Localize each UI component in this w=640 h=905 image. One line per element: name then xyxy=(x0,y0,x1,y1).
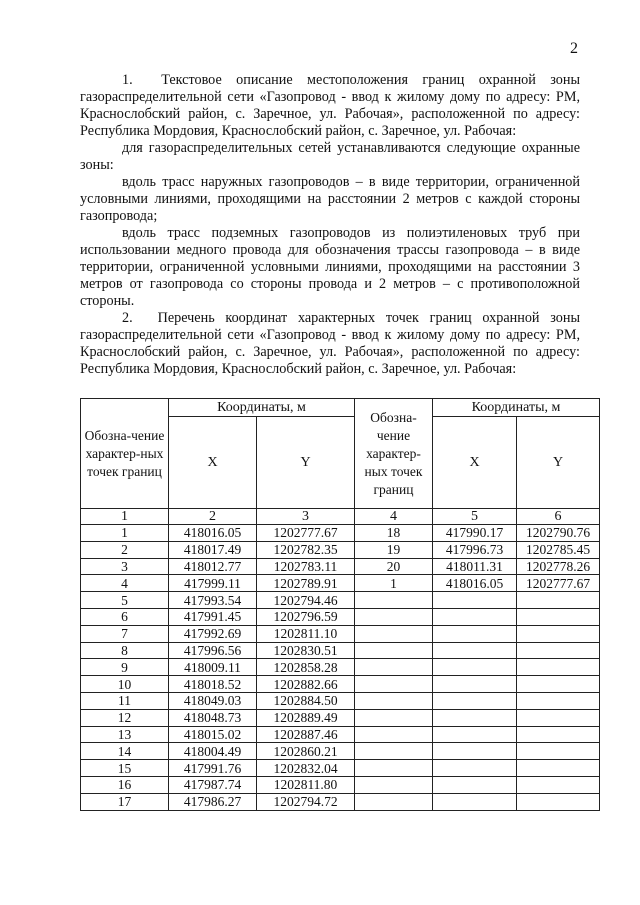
x-value-left: 418017.49 xyxy=(169,541,257,558)
y-value-right xyxy=(517,726,600,743)
table-row xyxy=(81,726,600,743)
y-value-left: 1202882.66 xyxy=(257,676,355,693)
point-label-left: 12 xyxy=(81,709,169,726)
x-value-right xyxy=(433,726,517,743)
y-value-left: 1202858.28 xyxy=(257,659,355,676)
y-value-left: 1202796.59 xyxy=(257,608,355,625)
x-value-left: 417986.27 xyxy=(169,793,257,810)
table-row xyxy=(81,608,600,625)
point-label-right xyxy=(355,743,433,760)
point-label-left: 2 xyxy=(81,541,169,558)
table-row xyxy=(81,625,600,642)
y-value-right xyxy=(517,625,600,642)
table-row xyxy=(81,525,600,542)
y-value-right xyxy=(517,659,600,676)
table-row xyxy=(81,776,600,793)
x-value-left: 418049.03 xyxy=(169,692,257,709)
point-label-right: 1 xyxy=(355,575,433,592)
x-value-right xyxy=(433,709,517,726)
point-label-right xyxy=(355,592,433,609)
point-label-left: 7 xyxy=(81,625,169,642)
x-value-right: 417996.73 xyxy=(433,541,517,558)
x-value-left: 417991.76 xyxy=(169,760,257,777)
point-label-right xyxy=(355,760,433,777)
y-value-right xyxy=(517,676,600,693)
column-number: 2 xyxy=(169,509,257,525)
y-value-right xyxy=(517,608,600,625)
x-value-left: 418016.05 xyxy=(169,525,257,542)
point-label-left: 9 xyxy=(81,659,169,676)
x-value-right xyxy=(433,592,517,609)
y-value-left: 1202811.10 xyxy=(257,625,355,642)
y-value-left: 1202777.67 xyxy=(257,525,355,542)
y-value-right xyxy=(517,692,600,709)
point-label-left: 5 xyxy=(81,592,169,609)
point-label-left: 11 xyxy=(81,692,169,709)
x-value-left: 418018.52 xyxy=(169,676,257,693)
x-value-left: 418012.77 xyxy=(169,558,257,575)
x-value-right xyxy=(433,608,517,625)
x-value-left: 417999.11 xyxy=(169,575,257,592)
x-value-right xyxy=(433,659,517,676)
y-value-right: 1202785.45 xyxy=(517,541,600,558)
y-value-left: 1202794.46 xyxy=(257,592,355,609)
x-value-left: 417996.56 xyxy=(169,642,257,659)
table-header-row xyxy=(81,399,600,417)
column-number: 1 xyxy=(81,509,169,525)
point-label-right xyxy=(355,793,433,810)
table-row xyxy=(81,676,600,693)
table-row xyxy=(81,592,600,609)
point-label-right xyxy=(355,608,433,625)
point-label-right: 18 xyxy=(355,525,433,542)
x-value-left: 418009.11 xyxy=(169,659,257,676)
point-label-left: 8 xyxy=(81,642,169,659)
point-label-left: 13 xyxy=(81,726,169,743)
table-row xyxy=(81,575,600,592)
table-row xyxy=(81,642,600,659)
x-value-right: 417990.17 xyxy=(433,525,517,542)
y-value-right xyxy=(517,793,600,810)
y-value-left: 1202794.72 xyxy=(257,793,355,810)
y-value-right xyxy=(517,760,600,777)
y-value-right xyxy=(517,592,600,609)
y-value-right: 1202778.26 xyxy=(517,558,600,575)
point-label-left: 3 xyxy=(81,558,169,575)
y-value-left: 1202889.49 xyxy=(257,709,355,726)
y-value-left: 1202789.91 xyxy=(257,575,355,592)
x-value-right: 418011.31 xyxy=(433,558,517,575)
label-header-right: Обозна-чение характер-ных точек границ xyxy=(355,399,433,509)
point-label-left: 15 xyxy=(81,760,169,777)
point-label-right xyxy=(355,709,433,726)
x-value-right xyxy=(433,760,517,777)
y-value-left: 1202860.21 xyxy=(257,743,355,760)
paragraph-external-pipelines: вдоль трасс наружных газопроводов – в виде территории, ограниченной условными линиями, проходящими на расстоянии 2 метров с каждой стороны газопровода; xyxy=(80,174,580,224)
y-value-left: 1202884.50 xyxy=(257,692,355,709)
point-label-left: 14 xyxy=(81,743,169,760)
point-label-right xyxy=(355,659,433,676)
paragraph-underground-pipelines: вдоль трасс подземных газопроводов из полиэтиленовых труб при использовании медного провода для обозначения трассы газопровода – в виде территории, ограниченной условными линиями, проходящими на расстоянии 3 метров от газопровода со стороны провода и 2 метров – с противоположной стороны. xyxy=(80,225,580,309)
x-value-right xyxy=(433,692,517,709)
coords-header-left: Координаты, м xyxy=(169,399,355,417)
y-header-right: Y xyxy=(517,417,600,509)
paragraph-section-1: 1. Текстовое описание местоположения границ охранной зоны газораспределительной сети «Газопровод - ввод к жилому дому по адресу: РМ, Краснослобский район, с. Заречное, ул. Рабочая», расположенной по адресу: Республика Мордовия, Краснослобский район, с. Заречное, ул. Рабочая: xyxy=(80,72,580,139)
x-value-right: 418016.05 xyxy=(433,575,517,592)
x-value-left: 418015.02 xyxy=(169,726,257,743)
x-value-right xyxy=(433,743,517,760)
column-number-row xyxy=(81,509,600,525)
table-row xyxy=(81,692,600,709)
point-label-right: 20 xyxy=(355,558,433,575)
point-label-left: 16 xyxy=(81,776,169,793)
y-value-left: 1202782.35 xyxy=(257,541,355,558)
x-value-right xyxy=(433,793,517,810)
y-value-left: 1202887.46 xyxy=(257,726,355,743)
point-label-right xyxy=(355,776,433,793)
column-number: 4 xyxy=(355,509,433,525)
y-value-right xyxy=(517,642,600,659)
x-value-right xyxy=(433,676,517,693)
point-label-left: 17 xyxy=(81,793,169,810)
point-label-right xyxy=(355,625,433,642)
point-label-left: 10 xyxy=(81,676,169,693)
y-value-right: 1202790.76 xyxy=(517,525,600,542)
point-label-right xyxy=(355,692,433,709)
x-value-right xyxy=(433,642,517,659)
point-label-left: 1 xyxy=(81,525,169,542)
x-value-right xyxy=(433,776,517,793)
table-row xyxy=(81,541,600,558)
paragraph-zones-intro: для газораспределительных сетей устанавливаются следующие охранные зоны: xyxy=(80,140,580,173)
x-value-right xyxy=(433,625,517,642)
y-value-right xyxy=(517,776,600,793)
y-value-left: 1202832.04 xyxy=(257,760,355,777)
point-label-right xyxy=(355,676,433,693)
y-value-right xyxy=(517,709,600,726)
y-value-right xyxy=(517,743,600,760)
coords-header-right: Координаты, м xyxy=(433,399,600,417)
x-value-left: 418048.73 xyxy=(169,709,257,726)
point-label-right xyxy=(355,642,433,659)
table-row xyxy=(81,659,600,676)
table-row xyxy=(81,709,600,726)
column-number: 5 xyxy=(433,509,517,525)
y-value-left: 1202783.11 xyxy=(257,558,355,575)
label-header-left: Обозна-чение характер-ных точек границ xyxy=(81,399,169,509)
y-value-left: 1202830.51 xyxy=(257,642,355,659)
x-header-right: X xyxy=(433,417,517,509)
coordinate-rows xyxy=(81,525,600,811)
x-value-left: 418004.49 xyxy=(169,743,257,760)
point-label-right: 19 xyxy=(355,541,433,558)
document-body xyxy=(80,72,580,378)
table-row xyxy=(81,743,600,760)
table-row xyxy=(81,793,600,810)
coordinates-table xyxy=(80,398,600,811)
x-value-left: 417993.54 xyxy=(169,592,257,609)
paragraph-section-2: 2. Перечень координат характерных точек границ охранной зоны газораспределительной сети «Газопровод - ввод к жилому дому по адресу: РМ, Краснослобский район, с. Заречное, ул. Рабочая», расположенной по адресу: Республика Мордовия, Краснослобский район, с. Заречное, ул. Рабочая: xyxy=(80,310,580,377)
column-number: 6 xyxy=(517,509,600,525)
x-value-left: 417987.74 xyxy=(169,776,257,793)
page-number: 2 xyxy=(570,40,578,57)
point-label-right xyxy=(355,726,433,743)
table-row xyxy=(81,558,600,575)
column-number: 3 xyxy=(257,509,355,525)
y-header-left: Y xyxy=(257,417,355,509)
x-header-left: X xyxy=(169,417,257,509)
y-value-left: 1202811.80 xyxy=(257,776,355,793)
table-row xyxy=(81,760,600,777)
x-value-left: 417992.69 xyxy=(169,625,257,642)
point-label-left: 4 xyxy=(81,575,169,592)
y-value-right: 1202777.67 xyxy=(517,575,600,592)
x-value-left: 417991.45 xyxy=(169,608,257,625)
point-label-left: 6 xyxy=(81,608,169,625)
